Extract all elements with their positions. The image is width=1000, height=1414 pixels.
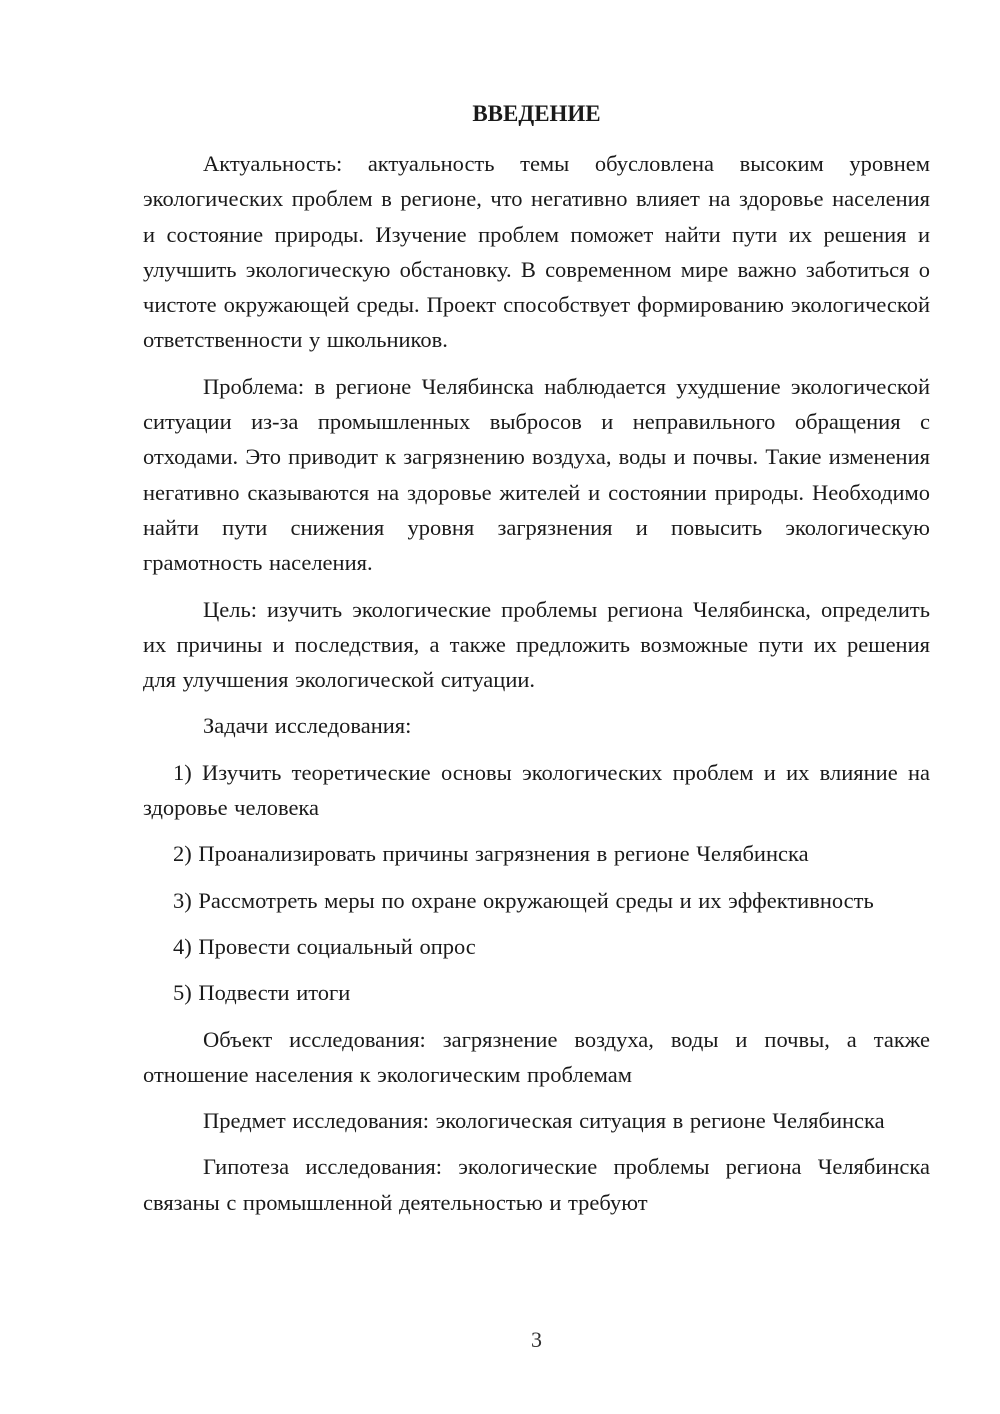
task-item-1: 1) Изучить теоретические основы экологических проблем и их влияние на здоровье человека <box>143 759 930 821</box>
task-item-2: 2) Проанализировать причины загрязнения в регионе Челябинска <box>173 841 809 867</box>
task-item-3: 3) Рассмотреть меры по охране окружающей среды и их эффективность <box>173 887 874 913</box>
paragraph-hypothesis: Гипотеза исследования: экологические проблемы региона Челябинска связаны с промышленной деятельностью и требуют <box>143 1154 930 1215</box>
paragraph-problem: Проблема: в регионе Челябинска наблюдается ухудшение экологической ситуации из-за промышленных выбросов и неправильного обращения с отходами. Это приводит к загрязнению воздуха, воды и почвы. Такие изменения негативно сказываются на здоровье жителей и состоянии природы. Необходимо найти пути снижения уровня загрязнения и повысить экологическую грамотность населения. <box>143 373 930 576</box>
paragraph-goal: Цель: изучить экологические проблемы региона Челябинска, определить их причины и последствия, а также предложить возможные пути их решения для улучшения экологической ситуации. <box>143 596 930 693</box>
paragraph-object: Объект исследования: загрязнение воздуха, воды и почвы, а также отношение населения к экологическим проблемам <box>143 1026 930 1087</box>
tasks-heading: Задачи исследования: <box>203 713 412 739</box>
page-number: 3 <box>531 1327 542 1352</box>
task-item-4: 4) Провести социальный опрос <box>173 933 476 959</box>
document-body <box>143 96 930 1231</box>
page-title: ВВЕДЕНИЕ <box>472 101 601 126</box>
paragraph-actuality: Актуальность: актуальность темы обусловлена высоким уровнем экологических проблем в регионе, что негативно влияет на здоровье населения и состояние природы. Изучение проблем поможет найти пути их решения и улучшить экологическую обстановку. В современном мире важно заботиться о чистоте окружающей среды. Проект способствует формированию экологической ответственности у школьников. <box>143 151 930 353</box>
task-item-5: 5) Подвести итоги <box>173 980 351 1006</box>
paragraph-subject: Предмет исследования: экологическая ситуация в регионе Челябинска <box>203 1108 885 1134</box>
